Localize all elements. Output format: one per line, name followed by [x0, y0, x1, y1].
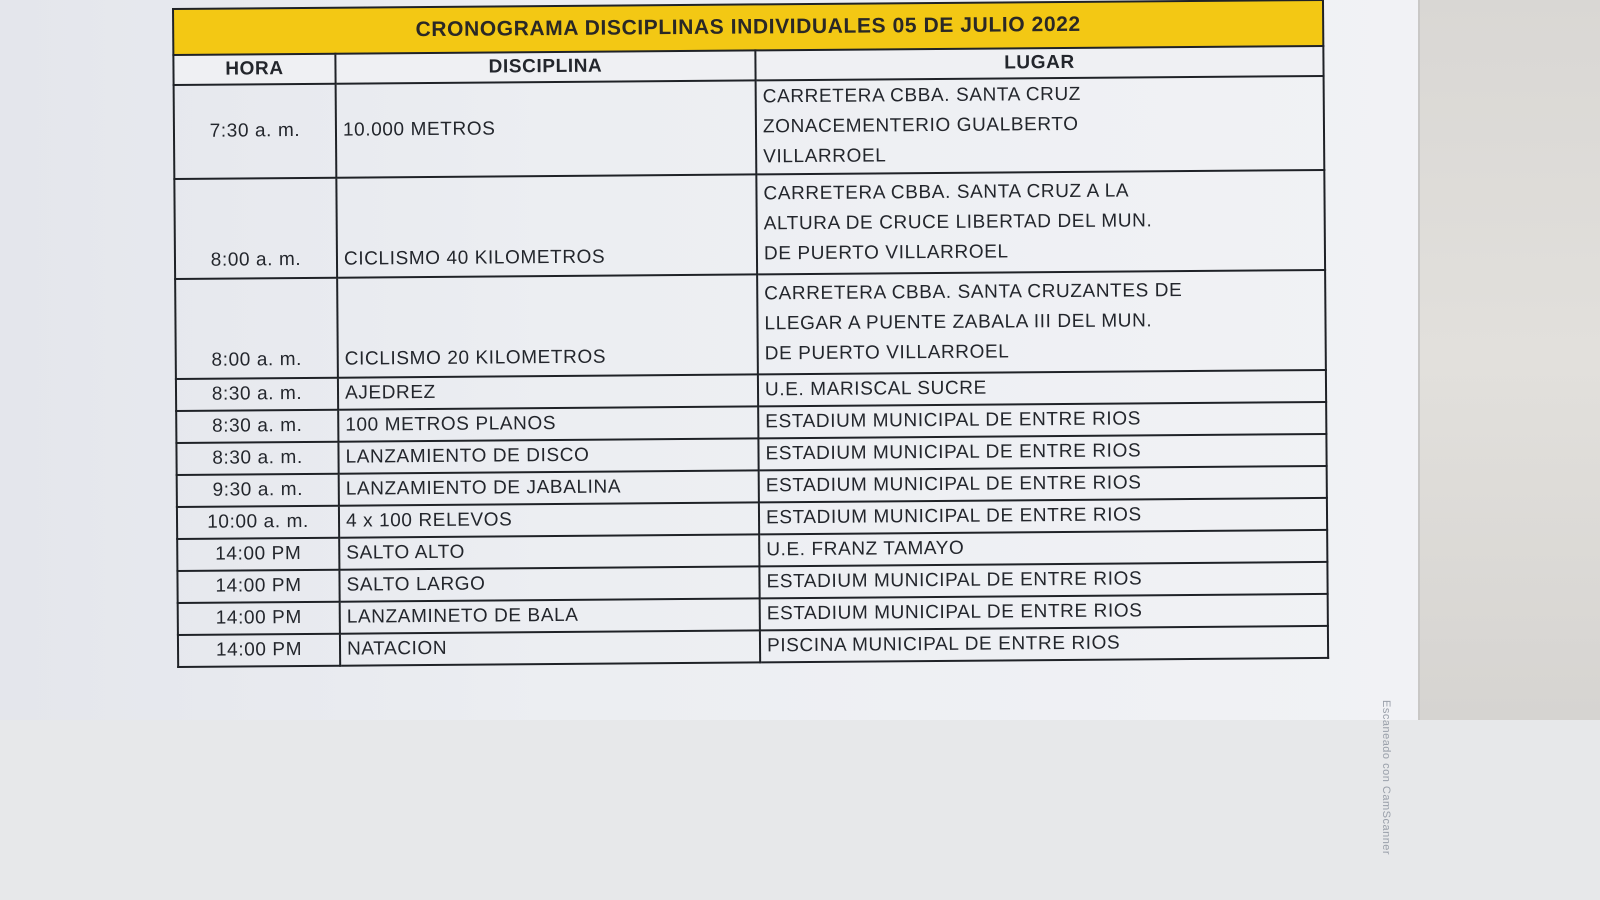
lugar-line: LLEGAR A PUENTE ZABALA III DEL MUN. [764, 310, 1153, 335]
cell-lugar [759, 530, 1327, 566]
lugar-line: ZONACEMENTERIO GUALBERTO [762, 113, 1079, 138]
cell-hora: 14:00 PM [178, 634, 340, 667]
scanner-watermark: Escaneado con CamScanner [1380, 700, 1392, 856]
cell-disciplina: 10.000 METROS [336, 80, 757, 177]
cell-hora: 8:30 a. m. [176, 442, 338, 475]
cell-disciplina: AJEDREZ [338, 374, 758, 409]
cell-hora: 9:30 a. m. [177, 474, 339, 507]
lugar-line: ESTADIUM MUNICIPAL DE ENTRE RIOS [765, 472, 1142, 497]
lugar-line: ESTADIUM MUNICIPAL DE ENTRE RIOS [766, 568, 1143, 593]
table-row [175, 270, 1326, 379]
lugar-line: VILLARROEL [763, 145, 887, 168]
schedule-body [174, 76, 1329, 667]
cell-lugar [759, 562, 1327, 598]
cell-disciplina: LANZAMIENTO DE JABALINA [339, 470, 759, 505]
cell-disciplina: NATACION [340, 630, 760, 665]
cell-disciplina: SALTO ALTO [339, 534, 759, 569]
cell-hora: 8:00 a. m. [175, 278, 338, 379]
lugar-line: CARRETERA CBBA. SANTA CRUZ [762, 83, 1082, 108]
cell-disciplina: CICLISMO 40 KILOMETROS [336, 174, 757, 277]
table-row [174, 76, 1325, 179]
header-lugar: LUGAR [755, 46, 1323, 80]
cell-hora: 8:00 a. m. [174, 178, 337, 279]
cell-lugar [760, 626, 1328, 662]
cell-lugar [757, 270, 1326, 374]
cell-disciplina: LANZAMIENTO DE DISCO [338, 438, 758, 473]
cell-disciplina: LANZAMINETO DE BALA [340, 598, 760, 633]
cell-lugar [758, 370, 1326, 406]
table-title: CRONOGRAMA DISCIPLINAS INDIVIDUALES 05 DE JULIO 2022 [173, 0, 1323, 55]
lugar-line: ESTADIUM MUNICIPAL DE ENTRE RIOS [765, 440, 1142, 465]
cell-lugar [759, 466, 1327, 502]
cell-hora: 8:30 a. m. [176, 378, 338, 411]
header-hora: HORA [173, 54, 335, 85]
cell-hora: 8:30 a. m. [176, 410, 338, 443]
cell-hora: 14:00 PM [177, 570, 339, 603]
cell-hora: 7:30 a. m. [174, 84, 337, 179]
cell-hora: 14:00 PM [178, 602, 340, 635]
lugar-line: PISCINA MUNICIPAL DE ENTRE RIOS [766, 632, 1121, 657]
table-row [174, 170, 1325, 279]
lugar-line: ESTADIUM MUNICIPAL DE ENTRE RIOS [766, 600, 1143, 625]
lugar-line: DE PUERTO VILLARROEL [763, 241, 1009, 265]
cell-lugar [758, 434, 1326, 470]
cell-disciplina: CICLISMO 20 KILOMETROS [337, 274, 758, 377]
schedule-table [172, 0, 1329, 668]
lugar-line: ESTADIUM MUNICIPAL DE ENTRE RIOS [765, 504, 1142, 529]
cell-lugar [760, 594, 1328, 630]
lugar-line: CARRETERA CBBA. SANTA CRUZANTES DE [764, 280, 1183, 305]
cell-lugar [759, 498, 1327, 534]
lugar-line: U.E. FRANZ TAMAYO [766, 537, 965, 561]
cell-hora: 10:00 a. m. [177, 506, 339, 539]
cell-hora: 14:00 PM [177, 538, 339, 571]
lugar-line: ESTADIUM MUNICIPAL DE ENTRE RIOS [765, 408, 1142, 433]
cell-disciplina: SALTO LARGO [339, 566, 759, 601]
background-surface [1418, 0, 1600, 720]
lugar-line: CARRETERA CBBA. SANTA CRUZ A LA [763, 180, 1130, 205]
cell-lugar [756, 76, 1325, 174]
cell-lugar [756, 170, 1325, 274]
cell-disciplina: 100 METROS PLANOS [338, 406, 758, 441]
header-disciplina: DISCIPLINA [335, 50, 755, 83]
cell-disciplina: 4 x 100 RELEVOS [339, 502, 759, 537]
lugar-line: DE PUERTO VILLARROEL [764, 341, 1010, 365]
cell-lugar [758, 402, 1326, 438]
lugar-line: U.E. MARISCAL SUCRE [764, 377, 987, 401]
lugar-line: ALTURA DE CRUCE LIBERTAD DEL MUN. [763, 210, 1153, 235]
